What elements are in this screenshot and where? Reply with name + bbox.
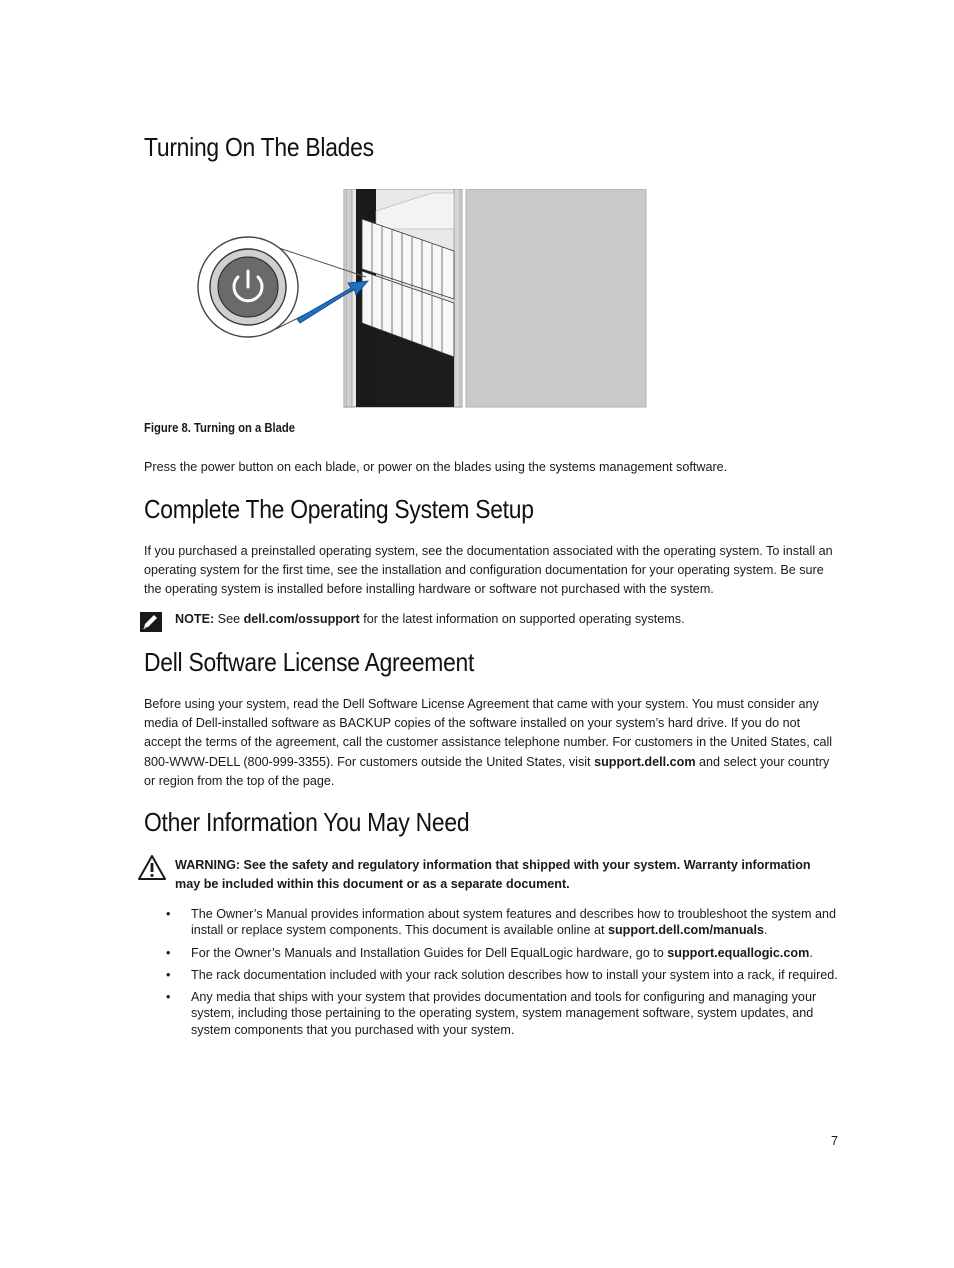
bullet-glyph: • <box>166 967 171 982</box>
list-item <box>166 906 841 939</box>
note-post: for the latest information on supported operating systems. <box>359 612 685 626</box>
list-item-text: For the Owner’s Manuals and Installation Guides for Dell EqualLogic hardware, go to <box>191 945 668 960</box>
list-item-post: . <box>764 923 768 938</box>
list-item-post: . <box>809 945 813 960</box>
page-number: 7 <box>831 1134 838 1148</box>
bullet-glyph: • <box>166 907 171 921</box>
warning-triangle-icon <box>138 855 166 880</box>
blade-power-figure <box>196 189 648 409</box>
note-pre: See <box>214 612 244 626</box>
license-paragraph <box>144 695 839 791</box>
heading-other-info: Other Information You May Need <box>144 807 470 837</box>
list-item <box>166 989 841 1038</box>
heading-turning-on-blades: Turning On The Blades <box>144 132 374 162</box>
os-setup-paragraph: If you purchased a preinstalled operating system, see the documentation associated with the operating system. To install an operating system for the first time, see the installation and configuration documentation for your operating system. Be sure the operating system is installed before installing hardware or software not purchased with the system. <box>144 544 833 597</box>
figure-caption: Figure 8. Turning on a Blade <box>144 421 296 435</box>
note-label: NOTE: <box>175 612 215 626</box>
manuals-link[interactable]: support.dell.com/manuals <box>607 923 765 938</box>
other-info-list <box>166 906 841 1044</box>
equallogic-link[interactable]: support.equallogic.com <box>667 945 810 960</box>
list-item-text: Any media that ships with your system that provides documentation and tools for configuring and managing your system, including those pertaining to the operating system, system management software, system updates, and system components that you purchased with your system. <box>191 990 817 1037</box>
support-dell-link[interactable]: support.dell.com <box>594 754 696 769</box>
list-item <box>166 967 841 983</box>
license-text-pre: Before using your system, read the Dell Software License Agreement that came with your system. You must consider any media of Dell-installed software as BACKUP copies of the software installed on your system’s hard drive. If you do not accept the terms of the agreement, call the customer assistance telephone number. For customers in the United States, call 800-WWW-DELL (800-999-3355). For customers outside the United States, visit <box>144 697 833 769</box>
bullet-glyph: • <box>166 990 171 1005</box>
license-text-post: and select your country or region from the top of the page. <box>144 754 830 788</box>
list-item-text: The rack documentation included with your rack solution describes how to install your system into a rack, if required. <box>191 967 838 982</box>
blades-paragraph: Press the power button on each blade, or power on the blades using the systems management software. <box>144 460 728 474</box>
bullet-glyph: • <box>166 945 171 960</box>
note-pencil-icon <box>140 612 162 632</box>
heading-license: Dell Software License Agreement <box>144 647 475 677</box>
heading-os-setup: Complete The Operating System Setup <box>144 494 534 524</box>
note-text <box>175 610 835 629</box>
list-item-text: The Owner’s Manual provides information about system features and describes how to troubleshoot the system and install or replace system components. This document is available online at <box>191 907 836 938</box>
ossupport-link[interactable]: dell.com/ossupport <box>243 612 360 626</box>
warning-text: WARNING: See the safety and regulatory information that shipped with your system. Warranty information may be included within this document or as a separate document. <box>175 858 811 891</box>
list-item <box>166 945 841 961</box>
